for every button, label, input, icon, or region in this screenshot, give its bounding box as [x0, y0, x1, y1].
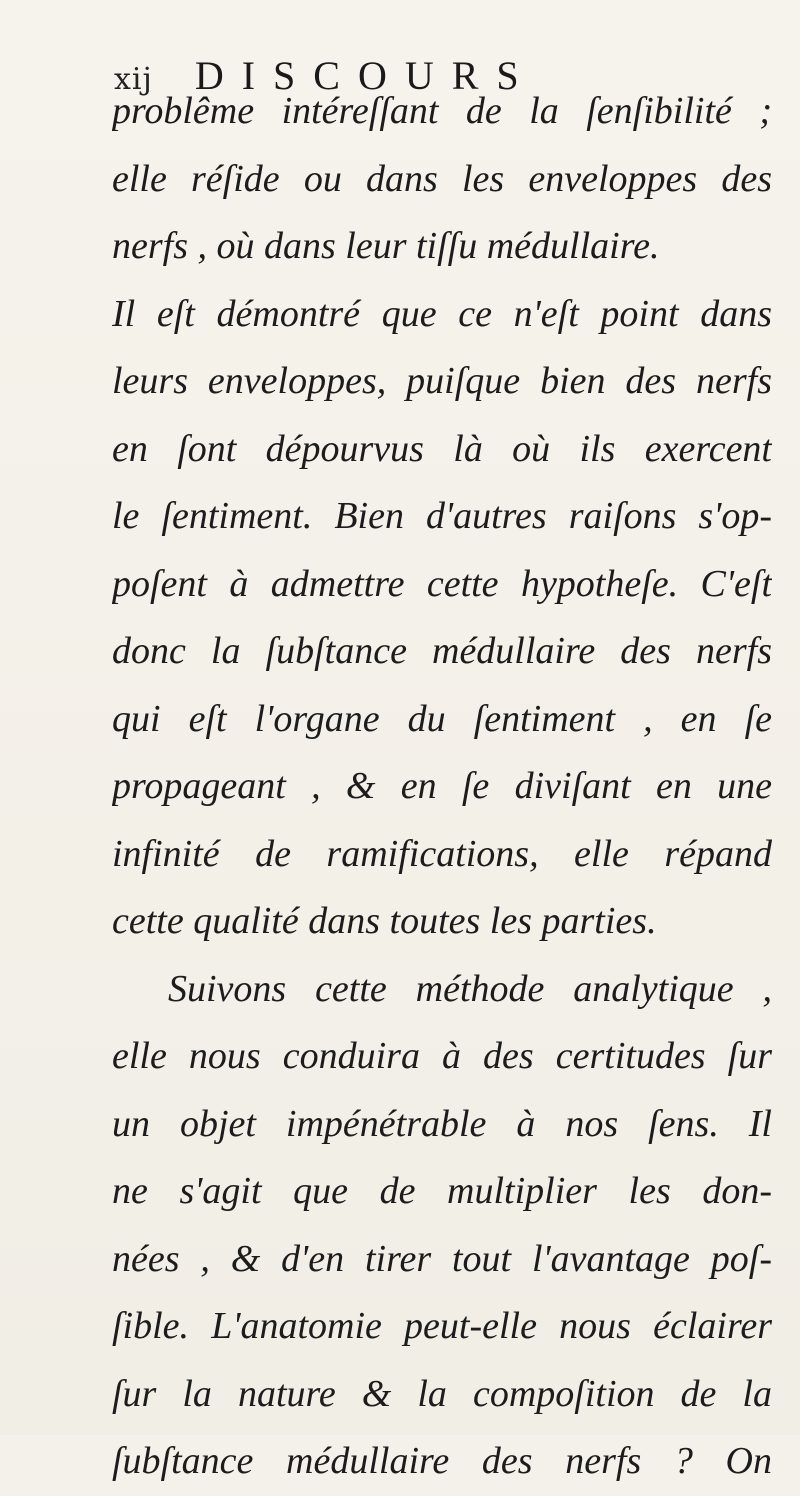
- text-line: propageant , & en ſe diviſant en une: [112, 765, 772, 807]
- text-line: ne s'agit que de multiplier les don-: [112, 1170, 772, 1212]
- text-line: Il eſt démontré que ce n'eſt point dans: [112, 292, 772, 335]
- text-line: le ſentiment. Bien d'autres raiſons s'op-: [112, 495, 772, 537]
- text-line: cette qualité dans toutes les parties.: [112, 900, 657, 942]
- text-line: ſubſtance médullaire des nerfs ? On: [112, 1440, 772, 1482]
- text-line: leurs enveloppes, puiſque bien des nerfs: [112, 360, 772, 402]
- text-line: qui eſt l'organe du ſentiment , en ſe: [112, 697, 772, 740]
- text-line: ſible. L'anatomie peut-elle nous éclairer: [112, 1305, 772, 1347]
- text-line: Suivons cette méthode analytique ,: [168, 967, 772, 1010]
- text-line: elle nous conduira à des certitudes ſur: [112, 1035, 772, 1077]
- text-line: problême intéreſſant de la ſenſibilité ;: [112, 90, 772, 132]
- text-line: un objet impénétrable à nos ſens. Il: [112, 1102, 772, 1145]
- text-line: nerfs , où dans leur tiſſu médullaire.: [112, 225, 660, 267]
- text-line: poſent à admettre cette hypotheſe. C'eſt: [112, 562, 772, 605]
- text-line: nées , & d'en tirer tout l'avantage poſ-: [112, 1237, 772, 1280]
- running-title: DISCOURS: [194, 53, 537, 98]
- text-line: donc la ſubſtance médullaire des nerfs: [112, 630, 772, 672]
- body-text: [112, 78, 772, 1496]
- text-line: elle réſide ou dans les enveloppes des: [112, 157, 772, 200]
- text-line: ſur la nature & la compoſition de la: [112, 1372, 772, 1415]
- page-number: xij: [114, 62, 153, 97]
- text-line: infinité de ramifications, elle répand: [112, 832, 772, 875]
- text-line: en ſont dépourvus là où ils exercent: [112, 427, 772, 470]
